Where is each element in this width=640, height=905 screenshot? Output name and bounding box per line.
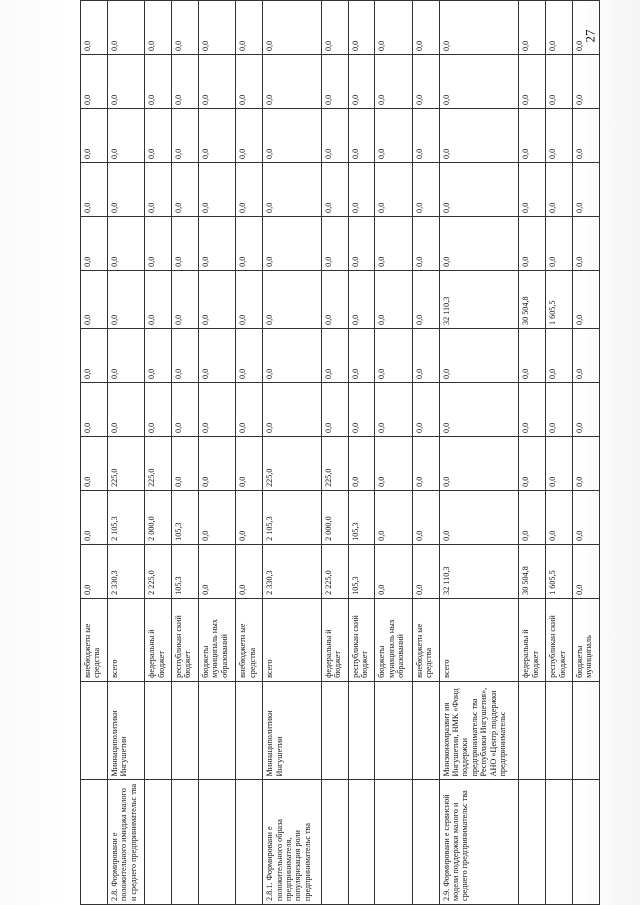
amount-cell: 0,0: [145, 162, 172, 216]
table-row: [321, 1, 348, 905]
amount-cell: 0,0: [321, 270, 348, 328]
amount-cell: 0,0: [198, 329, 235, 383]
amount-cell: 0,0: [107, 55, 144, 109]
funding-source-cell: федеральны й бюджет: [519, 598, 546, 681]
amount-cell: 0,0: [519, 216, 546, 270]
amount-cell: 0,0: [263, 216, 322, 270]
table-row: [519, 1, 546, 905]
amount-cell: 0,0: [81, 436, 108, 490]
amount-cell: 0,0: [172, 329, 199, 383]
executor-cell: [412, 681, 439, 780]
amount-cell: 0,0: [546, 55, 573, 109]
amount-cell: 0,0: [81, 216, 108, 270]
amount-cell: 0,0: [81, 382, 108, 436]
amount-cell: 0,0: [198, 436, 235, 490]
amount-cell: 0,0: [573, 270, 600, 328]
table-row: [81, 1, 108, 905]
amount-cell: 0,0: [263, 270, 322, 328]
amount-cell: 0,0: [81, 490, 108, 544]
table-row: [107, 1, 144, 905]
amount-cell: 0,0: [172, 109, 199, 163]
amount-cell: 0,0: [348, 382, 375, 436]
measure-name-cell: [519, 780, 546, 905]
amount-cell: 0,0: [263, 55, 322, 109]
funding-source-cell: республикан ский бюджет: [348, 598, 375, 681]
measure-name-cell: [145, 780, 172, 905]
amount-cell: 0,0: [439, 436, 519, 490]
amount-cell: 0,0: [263, 162, 322, 216]
amount-cell: 0,0: [107, 382, 144, 436]
amount-cell: 0,0: [412, 270, 439, 328]
amount-cell: 0,0: [375, 270, 412, 328]
table-row: [348, 1, 375, 905]
executor-cell: [546, 681, 573, 780]
amount-cell: 2 225,0: [145, 544, 172, 598]
amount-cell: 0,0: [519, 382, 546, 436]
measure-name-cell: [321, 780, 348, 905]
amount-cell: 0,0: [172, 382, 199, 436]
measure-name-cell: [546, 780, 573, 905]
amount-cell: 0,0: [519, 490, 546, 544]
funding-source-cell: бюджеты муниципаль: [573, 598, 600, 681]
amount-cell: 0,0: [236, 55, 263, 109]
amount-cell: 0,0: [439, 109, 519, 163]
amount-cell: 0,0: [236, 490, 263, 544]
amount-cell: 0,0: [81, 1, 108, 55]
amount-cell: 0,0: [439, 1, 519, 55]
amount-cell: 0,0: [107, 1, 144, 55]
funding-source-cell: всего: [439, 598, 519, 681]
executor-cell: [236, 681, 263, 780]
amount-cell: 0,0: [412, 544, 439, 598]
amount-cell: 0,0: [375, 1, 412, 55]
executor-cell: [375, 681, 412, 780]
rotated-table-container: [80, 0, 600, 905]
amount-cell: 0,0: [263, 109, 322, 163]
amount-cell: 0,0: [198, 490, 235, 544]
table-row: [375, 1, 412, 905]
amount-cell: 0,0: [375, 109, 412, 163]
amount-cell: 0,0: [573, 329, 600, 383]
amount-cell: 0,0: [412, 329, 439, 383]
amount-cell: 0,0: [412, 436, 439, 490]
amount-cell: 0,0: [198, 162, 235, 216]
measure-name-cell: [375, 780, 412, 905]
amount-cell: 0,0: [145, 270, 172, 328]
amount-cell: 0,0: [263, 382, 322, 436]
amount-cell: 0,0: [321, 162, 348, 216]
measure-name-cell: [172, 780, 199, 905]
page-number: 27: [582, 29, 598, 43]
amount-cell: 0,0: [546, 162, 573, 216]
amount-cell: 0,0: [145, 329, 172, 383]
amount-cell: 105,3: [172, 490, 199, 544]
amount-cell: 0,0: [81, 270, 108, 328]
amount-cell: 0,0: [375, 329, 412, 383]
measure-name-cell: [198, 780, 235, 905]
table-row: [573, 1, 600, 905]
measure-name-cell: [573, 780, 600, 905]
amount-cell: 0,0: [107, 329, 144, 383]
funding-source-cell: федеральны й бюджет: [145, 598, 172, 681]
amount-cell: 0,0: [375, 544, 412, 598]
amount-cell: 0,0: [236, 270, 263, 328]
amount-cell: 2 000,0: [145, 490, 172, 544]
amount-cell: 2 330,3: [107, 544, 144, 598]
amount-cell: 2 000,0: [321, 490, 348, 544]
amount-cell: 0,0: [348, 436, 375, 490]
amount-cell: 0,0: [439, 55, 519, 109]
executor-cell: [198, 681, 235, 780]
amount-cell: 0,0: [81, 55, 108, 109]
amount-cell: 0,0: [375, 216, 412, 270]
funding-source-cell: республикан ский бюджет: [172, 598, 199, 681]
amount-cell: 0,0: [321, 1, 348, 55]
amount-cell: 0,0: [412, 216, 439, 270]
amount-cell: 0,0: [348, 270, 375, 328]
amount-cell: 0,0: [81, 544, 108, 598]
table-row: [172, 1, 199, 905]
funding-source-cell: внебюджетн ые средства: [236, 598, 263, 681]
amount-cell: 0,0: [439, 216, 519, 270]
amount-cell: 0,0: [198, 382, 235, 436]
amount-cell: 0,0: [198, 270, 235, 328]
amount-cell: 0,0: [519, 109, 546, 163]
amount-cell: 0,0: [439, 490, 519, 544]
executor-cell: Миннациполитики Ингушетии: [107, 681, 144, 780]
amount-cell: 0,0: [519, 55, 546, 109]
amount-cell: 0,0: [263, 1, 322, 55]
amount-cell: 30 504,8: [519, 270, 546, 328]
amount-cell: 225,0: [263, 436, 322, 490]
measure-name-cell: [348, 780, 375, 905]
amount-cell: 0,0: [519, 436, 546, 490]
amount-cell: 0,0: [321, 109, 348, 163]
amount-cell: 0,0: [546, 382, 573, 436]
amount-cell: 0,0: [546, 216, 573, 270]
amount-cell: 2 105,3: [263, 490, 322, 544]
amount-cell: 0,0: [172, 216, 199, 270]
amount-cell: 0,0: [519, 1, 546, 55]
executor-cell: [573, 681, 600, 780]
amount-cell: 0,0: [439, 162, 519, 216]
amount-cell: 0,0: [375, 490, 412, 544]
amount-cell: 0,0: [573, 436, 600, 490]
amount-cell: 0,0: [573, 382, 600, 436]
measure-name-cell: 2.8.1. Формировани е положительного образа предпринимателя, популяризация роли предпринимательс тва: [263, 780, 322, 905]
funding-source-cell: республикан ский бюджет: [546, 598, 573, 681]
amount-cell: 0,0: [519, 329, 546, 383]
measure-name-cell: [81, 780, 108, 905]
amount-cell: 0,0: [375, 162, 412, 216]
amount-cell: 0,0: [412, 490, 439, 544]
funding-source-cell: внебюджетн ые средства: [81, 598, 108, 681]
measure-name-cell: [412, 780, 439, 905]
amount-cell: 1 605,5: [546, 544, 573, 598]
amount-cell: 0,0: [107, 162, 144, 216]
amount-cell: 32 110,3: [439, 544, 519, 598]
amount-cell: 0,0: [439, 329, 519, 383]
amount-cell: 0,0: [172, 55, 199, 109]
amount-cell: 0,0: [145, 1, 172, 55]
amount-cell: 0,0: [321, 216, 348, 270]
amount-cell: 0,0: [198, 544, 235, 598]
amount-cell: 0,0: [412, 162, 439, 216]
amount-cell: 0,0: [348, 109, 375, 163]
executor-cell: [172, 681, 199, 780]
amount-cell: 0,0: [236, 1, 263, 55]
amount-cell: 0,0: [573, 55, 600, 109]
amount-cell: 0,0: [145, 382, 172, 436]
measure-name-cell: [236, 780, 263, 905]
amount-cell: 0,0: [546, 109, 573, 163]
amount-cell: 105,3: [348, 544, 375, 598]
table-body: [81, 1, 600, 905]
table-row: [263, 1, 322, 905]
amount-cell: 0,0: [172, 162, 199, 216]
amount-cell: 0,0: [236, 329, 263, 383]
table-row: [198, 1, 235, 905]
amount-cell: 0,0: [439, 382, 519, 436]
table-row: [412, 1, 439, 905]
amount-cell: 0,0: [145, 216, 172, 270]
executor-cell: Минэкономразвит ия Ингушетии, НМК «Фонд поддержки предпринимательс тва Республики Ингушетия», АНО «Центр поддержки предпринимательс: [439, 681, 519, 780]
executor-cell: [81, 681, 108, 780]
executor-cell: [348, 681, 375, 780]
amount-cell: 0,0: [348, 1, 375, 55]
amount-cell: 0,0: [375, 382, 412, 436]
amount-cell: 0,0: [172, 1, 199, 55]
amount-cell: 0,0: [348, 162, 375, 216]
amount-cell: 0,0: [573, 216, 600, 270]
amount-cell: 0,0: [348, 329, 375, 383]
amount-cell: 1 605,5: [546, 270, 573, 328]
amount-cell: 32 110,3: [439, 270, 519, 328]
amount-cell: 0,0: [236, 109, 263, 163]
amount-cell: 0,0: [375, 436, 412, 490]
amount-cell: 0,0: [236, 162, 263, 216]
amount-cell: 0,0: [107, 109, 144, 163]
amount-cell: 225,0: [145, 436, 172, 490]
amount-cell: 0,0: [236, 216, 263, 270]
measure-name-cell: 2.9. Формировани е сервисной модели поддержки малого и среднего предпринимательс тва: [439, 780, 519, 905]
amount-cell: 2 330,3: [263, 544, 322, 598]
amount-cell: 225,0: [321, 436, 348, 490]
amount-cell: 0,0: [321, 382, 348, 436]
amount-cell: 2 105,3: [107, 490, 144, 544]
amount-cell: 0,0: [236, 436, 263, 490]
amount-cell: 0,0: [81, 329, 108, 383]
amount-cell: 0,0: [107, 216, 144, 270]
executor-cell: [519, 681, 546, 780]
amount-cell: 0,0: [412, 55, 439, 109]
measure-name-cell: 2.8. Формировани е положительного имиджа малого и среднего предпринимательс тва: [107, 780, 144, 905]
amount-cell: 0,0: [519, 162, 546, 216]
amount-cell: 0,0: [145, 55, 172, 109]
table-row: [546, 1, 573, 905]
amount-cell: 30 504,8: [519, 544, 546, 598]
amount-cell: 0,0: [198, 55, 235, 109]
amount-cell: 0,0: [573, 490, 600, 544]
amount-cell: 0,0: [81, 162, 108, 216]
amount-cell: 0,0: [375, 55, 412, 109]
amount-cell: 0,0: [321, 55, 348, 109]
amount-cell: 0,0: [573, 544, 600, 598]
amount-cell: 0,0: [236, 382, 263, 436]
table-row: [236, 1, 263, 905]
amount-cell: 0,0: [172, 270, 199, 328]
amount-cell: 105,3: [172, 544, 199, 598]
table-row: [439, 1, 519, 905]
amount-cell: 0,0: [412, 1, 439, 55]
amount-cell: 0,0: [573, 162, 600, 216]
amount-cell: 2 225,0: [321, 544, 348, 598]
amount-cell: 0,0: [546, 329, 573, 383]
amount-cell: 0,0: [546, 436, 573, 490]
amount-cell: 0,0: [172, 436, 199, 490]
funding-source-cell: всего: [263, 598, 322, 681]
executor-cell: [321, 681, 348, 780]
amount-cell: 105,3: [348, 490, 375, 544]
funding-source-cell: бюджеты муниципаль ных образований: [375, 598, 412, 681]
amount-cell: 0,0: [546, 490, 573, 544]
funding-source-cell: федеральны й бюджет: [321, 598, 348, 681]
amount-cell: 0,0: [348, 55, 375, 109]
executor-cell: [145, 681, 172, 780]
table-row: [145, 1, 172, 905]
amount-cell: 0,0: [546, 1, 573, 55]
amount-cell: 0,0: [198, 216, 235, 270]
amount-cell: 0,0: [263, 329, 322, 383]
amount-cell: 0,0: [573, 109, 600, 163]
amount-cell: 225,0: [107, 436, 144, 490]
amount-cell: 0,0: [107, 270, 144, 328]
funding-source-cell: всего: [107, 598, 144, 681]
amount-cell: 0,0: [348, 216, 375, 270]
funding-source-cell: бюджеты муниципаль ных образований: [198, 598, 235, 681]
amount-cell: 0,0: [412, 382, 439, 436]
amount-cell: 0,0: [573, 1, 600, 55]
amount-cell: 0,0: [81, 109, 108, 163]
amount-cell: 0,0: [198, 109, 235, 163]
budget-table: [80, 0, 600, 905]
executor-cell: Миннациполитики Ингушетии: [263, 681, 322, 780]
amount-cell: 0,0: [412, 109, 439, 163]
amount-cell: 0,0: [145, 109, 172, 163]
funding-source-cell: внебюджетн ые средства: [412, 598, 439, 681]
amount-cell: 0,0: [321, 329, 348, 383]
amount-cell: 0,0: [198, 1, 235, 55]
amount-cell: 0,0: [236, 544, 263, 598]
